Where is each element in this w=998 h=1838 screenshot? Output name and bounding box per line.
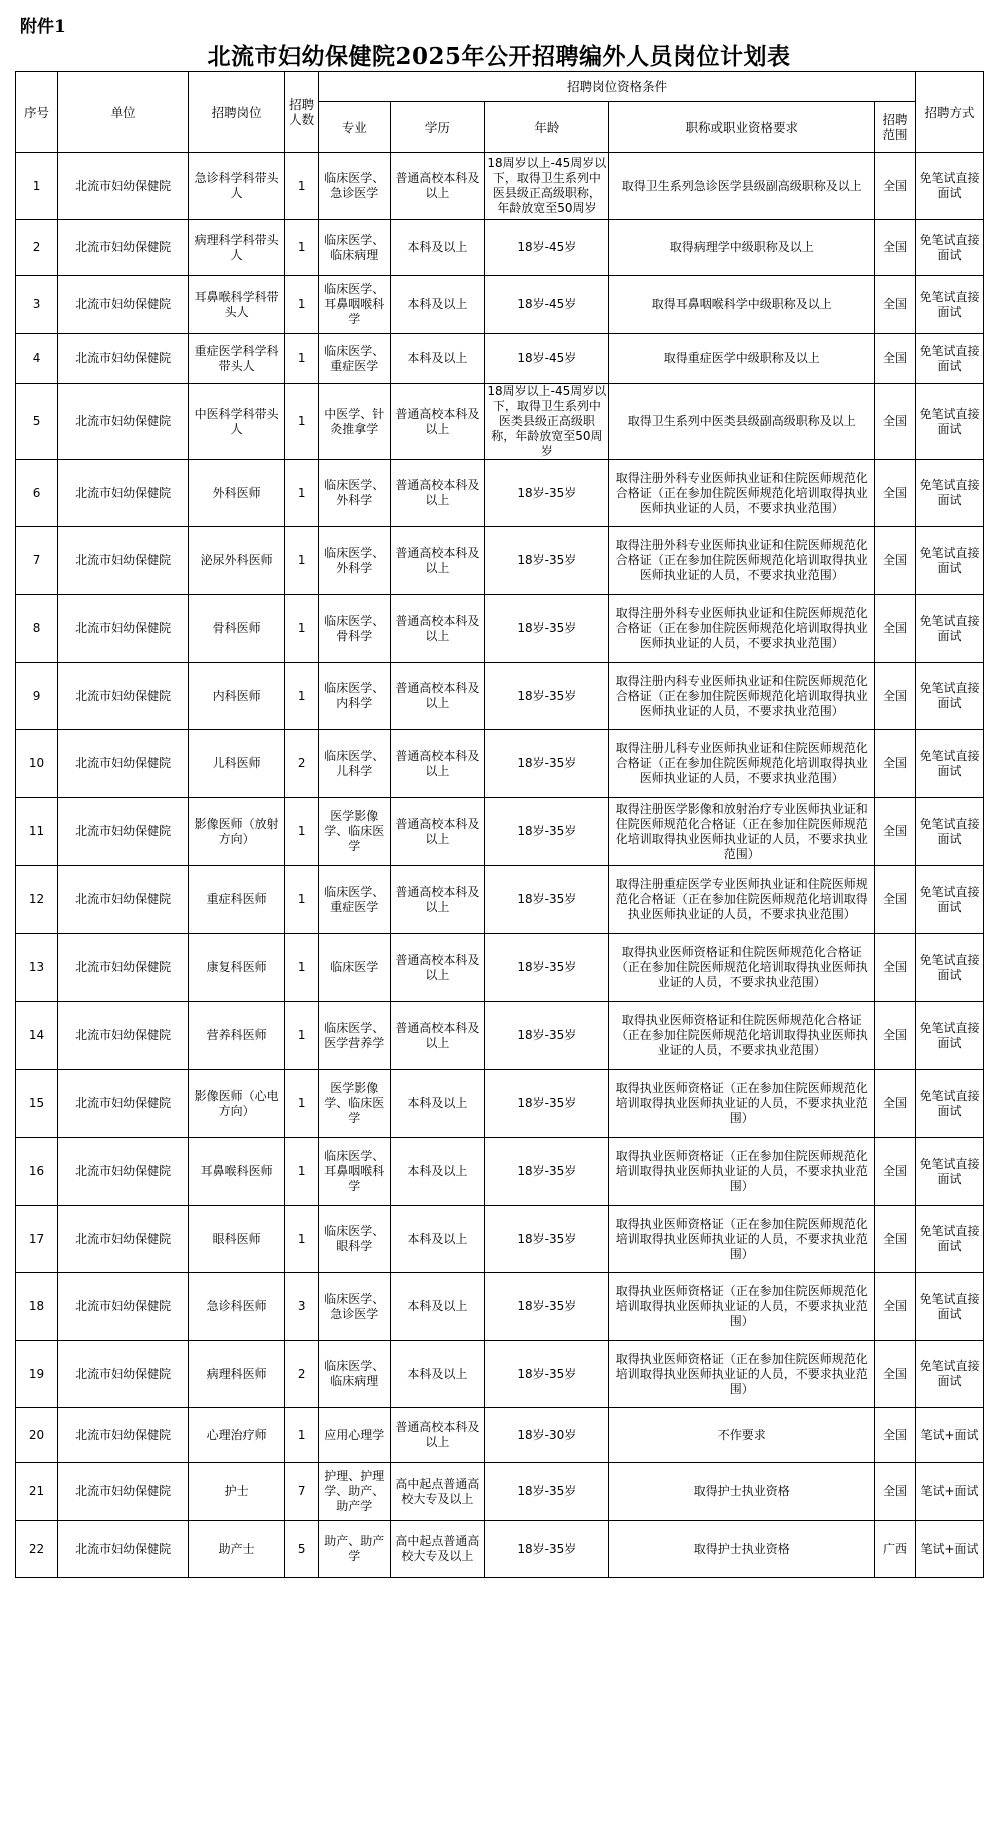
cell-scope: 全国 xyxy=(875,798,916,866)
cell-count: 1 xyxy=(285,276,319,334)
cell-education: 普通高校本科及以上 xyxy=(390,595,485,663)
cell-scope: 全国 xyxy=(875,1206,916,1273)
cell-position: 病理科学科带头人 xyxy=(189,220,285,276)
cell-count: 1 xyxy=(285,663,319,730)
cell-education: 高中起点普通高校大专及以上 xyxy=(390,1463,485,1521)
cell-education: 本科及以上 xyxy=(390,276,485,334)
cell-major: 临床医学、骨科学 xyxy=(319,595,390,663)
cell-age: 18周岁以上-45周岁以下，取得卫生系列中医类县级正高级职称，年龄放宽至50周岁 xyxy=(485,384,609,460)
cell-education: 高中起点普通高校大专及以上 xyxy=(390,1521,485,1578)
cell-major: 临床医学 xyxy=(319,934,390,1002)
cell-position: 泌尿外科医师 xyxy=(189,527,285,595)
cell-unit: 北流市妇幼保健院 xyxy=(58,1273,189,1341)
cell-unit: 北流市妇幼保健院 xyxy=(58,527,189,595)
cell-unit: 北流市妇幼保健院 xyxy=(58,384,189,460)
cell-education: 本科及以上 xyxy=(390,220,485,276)
cell-unit: 北流市妇幼保健院 xyxy=(58,595,189,663)
col-header-education: 学历 xyxy=(390,102,485,153)
cell-major: 临床医学、重症医学 xyxy=(319,866,390,934)
cell-age: 18岁-35岁 xyxy=(485,1463,609,1521)
cell-major: 临床医学、内科学 xyxy=(319,663,390,730)
cell-no: 1 xyxy=(16,153,58,220)
cell-age: 18岁-45岁 xyxy=(485,276,609,334)
cell-unit: 北流市妇幼保健院 xyxy=(58,1521,189,1578)
cell-position: 耳鼻喉科学科带头人 xyxy=(189,276,285,334)
table-row xyxy=(16,153,984,220)
cell-requirement: 取得执业医师资格证（正在参加住院医师规范化培训取得执业医师执业证的人员，不要求执业范围） xyxy=(609,1206,875,1273)
cell-unit: 北流市妇幼保健院 xyxy=(58,220,189,276)
cell-no: 13 xyxy=(16,934,58,1002)
cell-major: 临床医学、耳鼻咽喉科学 xyxy=(319,1138,390,1206)
cell-method: 免笔试直接面试 xyxy=(916,384,984,460)
cell-education: 本科及以上 xyxy=(390,1341,485,1408)
cell-no: 15 xyxy=(16,1070,58,1138)
cell-requirement: 取得卫生系列中医类县级副高级职称及以上 xyxy=(609,384,875,460)
cell-education: 本科及以上 xyxy=(390,1070,485,1138)
cell-scope: 全国 xyxy=(875,384,916,460)
cell-age: 18岁-35岁 xyxy=(485,663,609,730)
cell-no: 21 xyxy=(16,1463,58,1521)
cell-scope: 全国 xyxy=(875,663,916,730)
cell-no: 17 xyxy=(16,1206,58,1273)
table-row xyxy=(16,384,984,460)
table-row xyxy=(16,1521,984,1578)
cell-education: 本科及以上 xyxy=(390,1206,485,1273)
table-row xyxy=(16,220,984,276)
cell-education: 本科及以上 xyxy=(390,334,485,384)
cell-age: 18岁-35岁 xyxy=(485,1138,609,1206)
cell-age: 18岁-35岁 xyxy=(485,527,609,595)
table-row xyxy=(16,1341,984,1408)
cell-unit: 北流市妇幼保健院 xyxy=(58,1002,189,1070)
page-title: 北流市妇幼保健院2025年公开招聘编外人员岗位计划表 xyxy=(207,43,791,70)
table-row xyxy=(16,527,984,595)
cell-requirement: 取得护士执业资格 xyxy=(609,1521,875,1578)
cell-unit: 北流市妇幼保健院 xyxy=(58,1206,189,1273)
cell-age: 18岁-35岁 xyxy=(485,1273,609,1341)
cell-education: 普通高校本科及以上 xyxy=(390,663,485,730)
cell-position: 助产士 xyxy=(189,1521,285,1578)
cell-age: 18岁-35岁 xyxy=(485,866,609,934)
cell-major: 助产、助产学 xyxy=(319,1521,390,1578)
cell-major: 护理、护理学、助产、助产学 xyxy=(319,1463,390,1521)
cell-scope: 全国 xyxy=(875,220,916,276)
cell-age: 18岁-35岁 xyxy=(485,1206,609,1273)
cell-no: 19 xyxy=(16,1341,58,1408)
cell-requirement: 取得执业医师资格证（正在参加住院医师规范化培训取得执业医师执业证的人员，不要求执业范围） xyxy=(609,1341,875,1408)
table-row xyxy=(16,334,984,384)
cell-scope: 广西 xyxy=(875,1521,916,1578)
cell-no: 18 xyxy=(16,1273,58,1341)
cell-method: 免笔试直接面试 xyxy=(916,730,984,798)
cell-position: 急诊科学科带头人 xyxy=(189,153,285,220)
cell-count: 2 xyxy=(285,1341,319,1408)
cell-unit: 北流市妇幼保健院 xyxy=(58,1408,189,1463)
cell-major: 临床医学、儿科学 xyxy=(319,730,390,798)
cell-major: 临床医学、急诊医学 xyxy=(319,1273,390,1341)
cell-major: 临床医学、急诊医学 xyxy=(319,153,390,220)
cell-method: 免笔试直接面试 xyxy=(916,1206,984,1273)
cell-education: 普通高校本科及以上 xyxy=(390,384,485,460)
cell-unit: 北流市妇幼保健院 xyxy=(58,460,189,527)
cell-no: 20 xyxy=(16,1408,58,1463)
cell-major: 医学影像学、临床医学 xyxy=(319,1070,390,1138)
cell-education: 普通高校本科及以上 xyxy=(390,153,485,220)
col-header-count: 招聘人数 xyxy=(285,72,319,153)
cell-no: 10 xyxy=(16,730,58,798)
cell-count: 1 xyxy=(285,798,319,866)
cell-major: 临床医学、临床病理 xyxy=(319,220,390,276)
cell-no: 4 xyxy=(16,334,58,384)
cell-no: 2 xyxy=(16,220,58,276)
cell-age: 18岁-35岁 xyxy=(485,798,609,866)
cell-requirement: 取得执业医师资格证（正在参加住院医师规范化培训取得执业医师执业证的人员，不要求执业范围） xyxy=(609,1138,875,1206)
cell-method: 免笔试直接面试 xyxy=(916,1002,984,1070)
cell-method: 笔试+面试 xyxy=(916,1521,984,1578)
cell-requirement: 取得执业医师资格证和住院医师规范化合格证（正在参加住院医师规范化培训取得执业医师执业证的人员，不要求执业范围） xyxy=(609,1002,875,1070)
cell-count: 1 xyxy=(285,1408,319,1463)
cell-scope: 全国 xyxy=(875,866,916,934)
attachment-label: 附件1 xyxy=(20,17,66,37)
cell-major: 临床医学、眼科学 xyxy=(319,1206,390,1273)
cell-no: 3 xyxy=(16,276,58,334)
cell-unit: 北流市妇幼保健院 xyxy=(58,934,189,1002)
table-row xyxy=(16,866,984,934)
cell-education: 普通高校本科及以上 xyxy=(390,1408,485,1463)
table-row xyxy=(16,1463,984,1521)
cell-method: 免笔试直接面试 xyxy=(916,663,984,730)
cell-count: 7 xyxy=(285,1463,319,1521)
header-row-1 xyxy=(16,72,984,102)
table-row xyxy=(16,1408,984,1463)
cell-major: 临床医学、耳鼻咽喉科学 xyxy=(319,276,390,334)
cell-method: 免笔试直接面试 xyxy=(916,1341,984,1408)
cell-count: 1 xyxy=(285,595,319,663)
table-row xyxy=(16,798,984,866)
cell-method: 免笔试直接面试 xyxy=(916,934,984,1002)
cell-requirement: 取得护士执业资格 xyxy=(609,1463,875,1521)
table-row xyxy=(16,1273,984,1341)
col-header-position: 招聘岗位 xyxy=(189,72,285,153)
table-row xyxy=(16,730,984,798)
cell-scope: 全国 xyxy=(875,334,916,384)
cell-count: 1 xyxy=(285,527,319,595)
cell-count: 1 xyxy=(285,934,319,1002)
cell-education: 本科及以上 xyxy=(390,1273,485,1341)
cell-scope: 全国 xyxy=(875,1341,916,1408)
cell-unit: 北流市妇幼保健院 xyxy=(58,153,189,220)
cell-count: 1 xyxy=(285,1138,319,1206)
cell-requirement: 取得执业医师资格证（正在参加住院医师规范化培训取得执业医师执业证的人员，不要求执业范围） xyxy=(609,1070,875,1138)
cell-no: 11 xyxy=(16,798,58,866)
cell-education: 普通高校本科及以上 xyxy=(390,798,485,866)
cell-position: 骨科医师 xyxy=(189,595,285,663)
cell-age: 18岁-30岁 xyxy=(485,1408,609,1463)
col-header-scope: 招聘范围 xyxy=(875,102,916,153)
cell-no: 9 xyxy=(16,663,58,730)
cell-method: 免笔试直接面试 xyxy=(916,460,984,527)
col-header-major: 专业 xyxy=(319,102,390,153)
table-row xyxy=(16,276,984,334)
cell-count: 5 xyxy=(285,1521,319,1578)
col-header-unit: 单位 xyxy=(58,72,189,153)
cell-scope: 全国 xyxy=(875,460,916,527)
cell-method: 免笔试直接面试 xyxy=(916,276,984,334)
cell-requirement: 取得注册外科专业医师执业证和住院医师规范化合格证（正在参加住院医师规范化培训取得执业医师执业证的人员，不要求执业范围） xyxy=(609,527,875,595)
table-row xyxy=(16,1070,984,1138)
cell-major: 中医学、针灸推拿学 xyxy=(319,384,390,460)
cell-major: 医学影像学、临床医学 xyxy=(319,798,390,866)
cell-requirement: 取得耳鼻咽喉科学中级职称及以上 xyxy=(609,276,875,334)
cell-requirement: 取得注册外科专业医师执业证和住院医师规范化合格证（正在参加住院医师规范化培训取得执业医师执业证的人员，不要求执业范围） xyxy=(609,460,875,527)
cell-count: 1 xyxy=(285,334,319,384)
table-row xyxy=(16,1206,984,1273)
cell-major: 临床医学、外科学 xyxy=(319,460,390,527)
cell-count: 1 xyxy=(285,1070,319,1138)
table-row xyxy=(16,934,984,1002)
cell-major: 临床医学、医学营养学 xyxy=(319,1002,390,1070)
cell-scope: 全国 xyxy=(875,1463,916,1521)
cell-method: 笔试+面试 xyxy=(916,1408,984,1463)
cell-count: 1 xyxy=(285,153,319,220)
cell-method: 免笔试直接面试 xyxy=(916,220,984,276)
cell-unit: 北流市妇幼保健院 xyxy=(58,1138,189,1206)
cell-position: 眼科医师 xyxy=(189,1206,285,1273)
cell-scope: 全国 xyxy=(875,1002,916,1070)
cell-position: 外科医师 xyxy=(189,460,285,527)
cell-unit: 北流市妇幼保健院 xyxy=(58,730,189,798)
cell-education: 普通高校本科及以上 xyxy=(390,527,485,595)
cell-education: 普通高校本科及以上 xyxy=(390,866,485,934)
table-row xyxy=(16,663,984,730)
cell-requirement: 取得重症医学中级职称及以上 xyxy=(609,334,875,384)
recruitment-plan-table xyxy=(15,71,984,1578)
cell-no: 8 xyxy=(16,595,58,663)
cell-requirement: 取得注册外科专业医师执业证和住院医师规范化合格证（正在参加住院医师规范化培训取得执业医师执业证的人员，不要求执业范围） xyxy=(609,595,875,663)
table-row xyxy=(16,460,984,527)
cell-age: 18岁-45岁 xyxy=(485,334,609,384)
cell-position: 耳鼻喉科医师 xyxy=(189,1138,285,1206)
cell-position: 重症医学科学科带头人 xyxy=(189,334,285,384)
cell-age: 18岁-35岁 xyxy=(485,1002,609,1070)
col-header-age: 年龄 xyxy=(485,102,609,153)
cell-unit: 北流市妇幼保健院 xyxy=(58,276,189,334)
cell-position: 内科医师 xyxy=(189,663,285,730)
table-row xyxy=(16,595,984,663)
cell-requirement: 取得执业医师资格证和住院医师规范化合格证（正在参加住院医师规范化培训取得执业医师执业证的人员，不要求执业范围） xyxy=(609,934,875,1002)
cell-education: 普通高校本科及以上 xyxy=(390,1002,485,1070)
cell-age: 18岁-35岁 xyxy=(485,1070,609,1138)
cell-no: 6 xyxy=(16,460,58,527)
cell-education: 普通高校本科及以上 xyxy=(390,730,485,798)
cell-position: 中医科学科带头人 xyxy=(189,384,285,460)
cell-scope: 全国 xyxy=(875,1070,916,1138)
cell-no: 14 xyxy=(16,1002,58,1070)
cell-count: 3 xyxy=(285,1273,319,1341)
cell-age: 18岁-35岁 xyxy=(485,460,609,527)
cell-method: 免笔试直接面试 xyxy=(916,1273,984,1341)
cell-position: 营养科医师 xyxy=(189,1002,285,1070)
cell-scope: 全国 xyxy=(875,276,916,334)
cell-method: 免笔试直接面试 xyxy=(916,527,984,595)
cell-scope: 全国 xyxy=(875,595,916,663)
cell-education: 本科及以上 xyxy=(390,1138,485,1206)
cell-age: 18岁-45岁 xyxy=(485,220,609,276)
cell-count: 1 xyxy=(285,1002,319,1070)
cell-requirement: 取得病理学中级职称及以上 xyxy=(609,220,875,276)
cell-position: 重症科医师 xyxy=(189,866,285,934)
col-header-qualification-group: 招聘岗位资格条件 xyxy=(319,72,916,102)
table-row xyxy=(16,1138,984,1206)
cell-count: 1 xyxy=(285,866,319,934)
cell-major: 临床医学、外科学 xyxy=(319,527,390,595)
cell-scope: 全国 xyxy=(875,730,916,798)
cell-requirement: 取得卫生系列急诊医学县级副高级职称及以上 xyxy=(609,153,875,220)
cell-no: 12 xyxy=(16,866,58,934)
cell-count: 1 xyxy=(285,1206,319,1273)
cell-position: 儿科医师 xyxy=(189,730,285,798)
cell-method: 免笔试直接面试 xyxy=(916,595,984,663)
cell-position: 急诊科医师 xyxy=(189,1273,285,1341)
cell-position: 心理治疗师 xyxy=(189,1408,285,1463)
cell-education: 普通高校本科及以上 xyxy=(390,460,485,527)
cell-unit: 北流市妇幼保健院 xyxy=(58,798,189,866)
cell-scope: 全国 xyxy=(875,1273,916,1341)
cell-requirement: 取得注册重症医学专业医师执业证和住院医师规范化合格证（正在参加住院医师规范化培训取得执业医师执业证的人员，不要求执业范围） xyxy=(609,866,875,934)
col-header-method: 招聘方式 xyxy=(916,72,984,153)
cell-count: 1 xyxy=(285,220,319,276)
cell-requirement: 取得执业医师资格证（正在参加住院医师规范化培训取得执业医师执业证的人员，不要求执业范围） xyxy=(609,1273,875,1341)
table-row xyxy=(16,1002,984,1070)
cell-major: 临床医学、临床病理 xyxy=(319,1341,390,1408)
cell-position: 病理科医师 xyxy=(189,1341,285,1408)
cell-count: 1 xyxy=(285,460,319,527)
col-header-no: 序号 xyxy=(16,72,58,153)
cell-scope: 全国 xyxy=(875,1408,916,1463)
cell-scope: 全国 xyxy=(875,1138,916,1206)
cell-unit: 北流市妇幼保健院 xyxy=(58,334,189,384)
cell-education: 普通高校本科及以上 xyxy=(390,934,485,1002)
cell-method: 免笔试直接面试 xyxy=(916,1070,984,1138)
cell-major: 应用心理学 xyxy=(319,1408,390,1463)
cell-age: 18岁-35岁 xyxy=(485,934,609,1002)
cell-count: 2 xyxy=(285,730,319,798)
cell-age: 18岁-35岁 xyxy=(485,730,609,798)
col-header-title-requirement: 职称或职业资格要求 xyxy=(609,102,875,153)
cell-unit: 北流市妇幼保健院 xyxy=(58,866,189,934)
cell-no: 7 xyxy=(16,527,58,595)
cell-no: 22 xyxy=(16,1521,58,1578)
cell-unit: 北流市妇幼保健院 xyxy=(58,1341,189,1408)
cell-no: 16 xyxy=(16,1138,58,1206)
cell-method: 免笔试直接面试 xyxy=(916,1138,984,1206)
cell-requirement: 取得注册医学影像和放射治疗专业医师执业证和住院医师规范化合格证（正在参加住院医师规范化培训取得执业医师执业证的人员，不要求执业范围） xyxy=(609,798,875,866)
cell-position: 影像医师（放射方向） xyxy=(189,798,285,866)
cell-age: 18岁-35岁 xyxy=(485,1341,609,1408)
table-body xyxy=(16,153,984,1578)
cell-position: 影像医师（心电方向） xyxy=(189,1070,285,1138)
cell-age: 18岁-35岁 xyxy=(485,595,609,663)
cell-position: 护士 xyxy=(189,1463,285,1521)
cell-method: 免笔试直接面试 xyxy=(916,153,984,220)
cell-requirement: 取得注册儿科专业医师执业证和住院医师规范化合格证（正在参加住院医师规范化培训取得执业医师执业证的人员，不要求执业范围） xyxy=(609,730,875,798)
cell-age: 18周岁以上-45周岁以下，取得卫生系列中医县级正高级职称，年龄放宽至50周岁 xyxy=(485,153,609,220)
cell-unit: 北流市妇幼保健院 xyxy=(58,663,189,730)
cell-requirement: 不作要求 xyxy=(609,1408,875,1463)
cell-method: 免笔试直接面试 xyxy=(916,866,984,934)
cell-age: 18岁-35岁 xyxy=(485,1521,609,1578)
cell-method: 免笔试直接面试 xyxy=(916,798,984,866)
cell-scope: 全国 xyxy=(875,527,916,595)
cell-no: 5 xyxy=(16,384,58,460)
cell-requirement: 取得注册内科专业医师执业证和住院医师规范化合格证（正在参加住院医师规范化培训取得执业医师执业证的人员，不要求执业范围） xyxy=(609,663,875,730)
cell-unit: 北流市妇幼保健院 xyxy=(58,1070,189,1138)
cell-scope: 全国 xyxy=(875,934,916,1002)
cell-position: 康复科医师 xyxy=(189,934,285,1002)
cell-count: 1 xyxy=(285,384,319,460)
cell-major: 临床医学、重症医学 xyxy=(319,334,390,384)
cell-unit: 北流市妇幼保健院 xyxy=(58,1463,189,1521)
cell-method: 笔试+面试 xyxy=(916,1463,984,1521)
cell-scope: 全国 xyxy=(875,153,916,220)
cell-method: 免笔试直接面试 xyxy=(916,334,984,384)
